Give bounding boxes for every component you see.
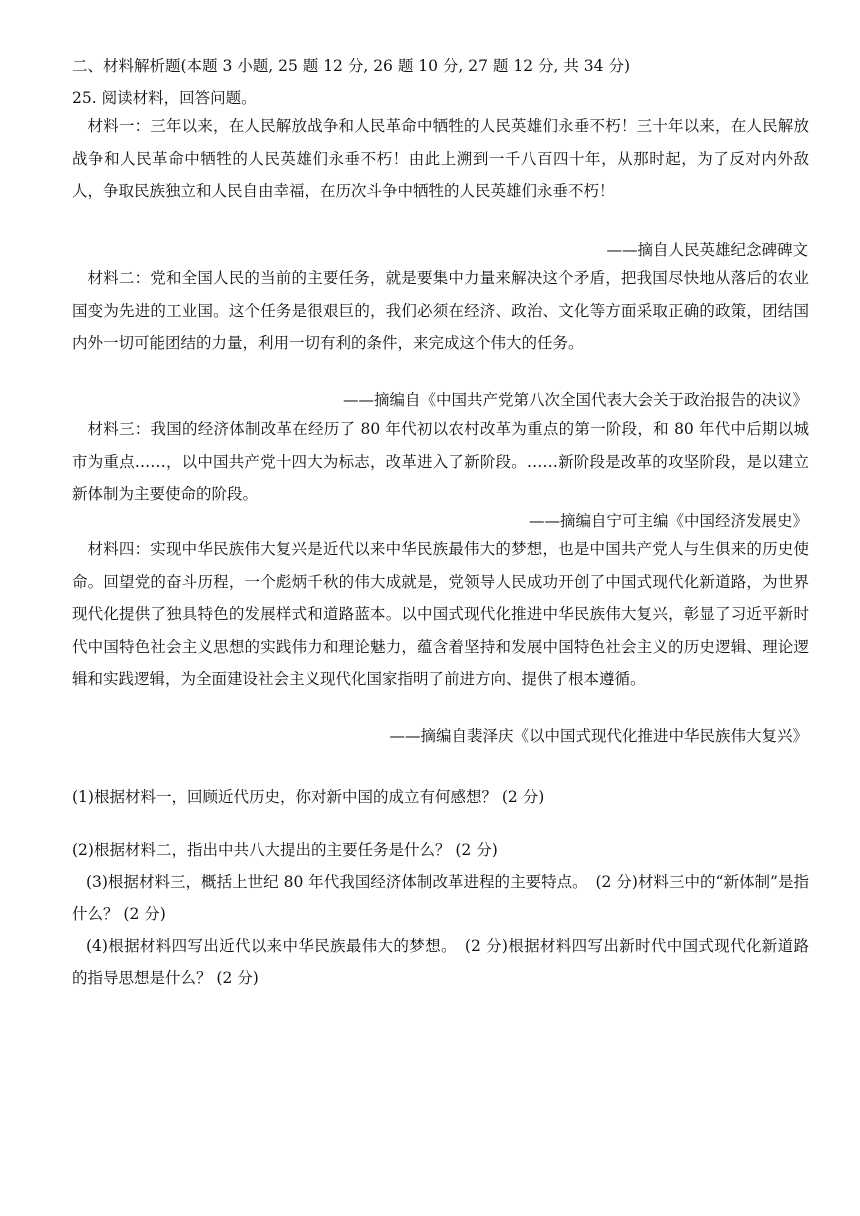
question-1: (1)根据材料一，回顾近代历史，你对新中国的成立有何感想？ (2 分) (72, 788, 545, 806)
material-3-text: 材料三：我国的经济体制改革在经历了 80 年代初以农村改革为重点的第一阶段，和 80 年代中后期以城市为重点……，以中国共产党十四大为标志，改革进入了新阶段。……新阶段是改革的攻坚阶段，是以建立新体制为主要使命的阶段。 (72, 420, 809, 503)
material-1-text: 材料一：三年以来，在人民解放战争和人民革命中牺牲的人民英雄们永垂不朽！三十年以来，在人民解放战争和人民革命中牺牲的人民英雄们永垂不朽！由此上溯到一千八百四十年，从那时起，为了反对内外敌人，争取民族独立和人民自由幸福，在历次斗争中牺牲的人民英雄们永垂不朽！ (72, 117, 809, 200)
section-title: 二、材料解析题(本题 3 小题, 25 题 12 分, 26 题 10 分, 27 题 12 分, 共 34 分) (72, 57, 630, 75)
material-4-text: 材料四：实现中华民族伟大复兴是近代以来中华民族最伟大的梦想，也是中国共产党人与生俱来的历史使命。回望党的奋斗历程，一个彪炳千秋的伟大成就是，党领导人民成功开创了中国式现代化新道路，为世界现代化提供了独具特色的发展样式和道路蓝本。以中国式现代化推进中华民族伟大复兴，彰显了习近平新时代中国特色社会主义思想的实践伟力和理论魅力，蕴含着坚持和发展中国特色社会主义的历史逻辑、理论逻辑和实践逻辑，为全面建设社会主义现代化国家指明了前进方向、提供了根本遵循。 (72, 540, 809, 688)
material-1-source: ——摘自人民英雄纪念碑碑文 (606, 241, 808, 259)
question-3: (3)根据材料三，概括上世纪 80 年代我国经济体制改革进程的主要特点。 (2 分)材料三中的“新体制”是指什么？ (2 分) (72, 873, 809, 923)
material-4-source: ——摘编自裴泽庆《以中国式现代化推进中华民族伟大复兴》 (389, 727, 808, 745)
question-4: (4)根据材料四写出近代以来中华民族最伟大的梦想。 (2 分)根据材料四写出新时代中国式现代化新道路的指导思想是什么？ (2 分) (72, 937, 809, 987)
material-2-text: 材料二：党和全国人民的当前的主要任务，就是要集中力量来解决这个矛盾，把我国尽快地从落后的农业国变为先进的工业国。这个任务是很艰巨的，我们必须在经济、政治、文化等方面采取正确的政策，团结国内外一切可能团结的力量，利用一切有利的条件，来完成这个伟大的任务。 (72, 269, 809, 352)
material-3-source: ——摘编自宁可主编《中国经济发展史》 (528, 512, 808, 530)
material-2-source: ——摘编自《中国共产党第八次全国代表大会关于政治报告的决议》 (342, 391, 808, 409)
question-number: 25. 阅读材料，回答问题。 (72, 89, 257, 107)
question-2: (2)根据材料二，指出中共八大提出的主要任务是什么？ (2 分) (72, 841, 498, 859)
